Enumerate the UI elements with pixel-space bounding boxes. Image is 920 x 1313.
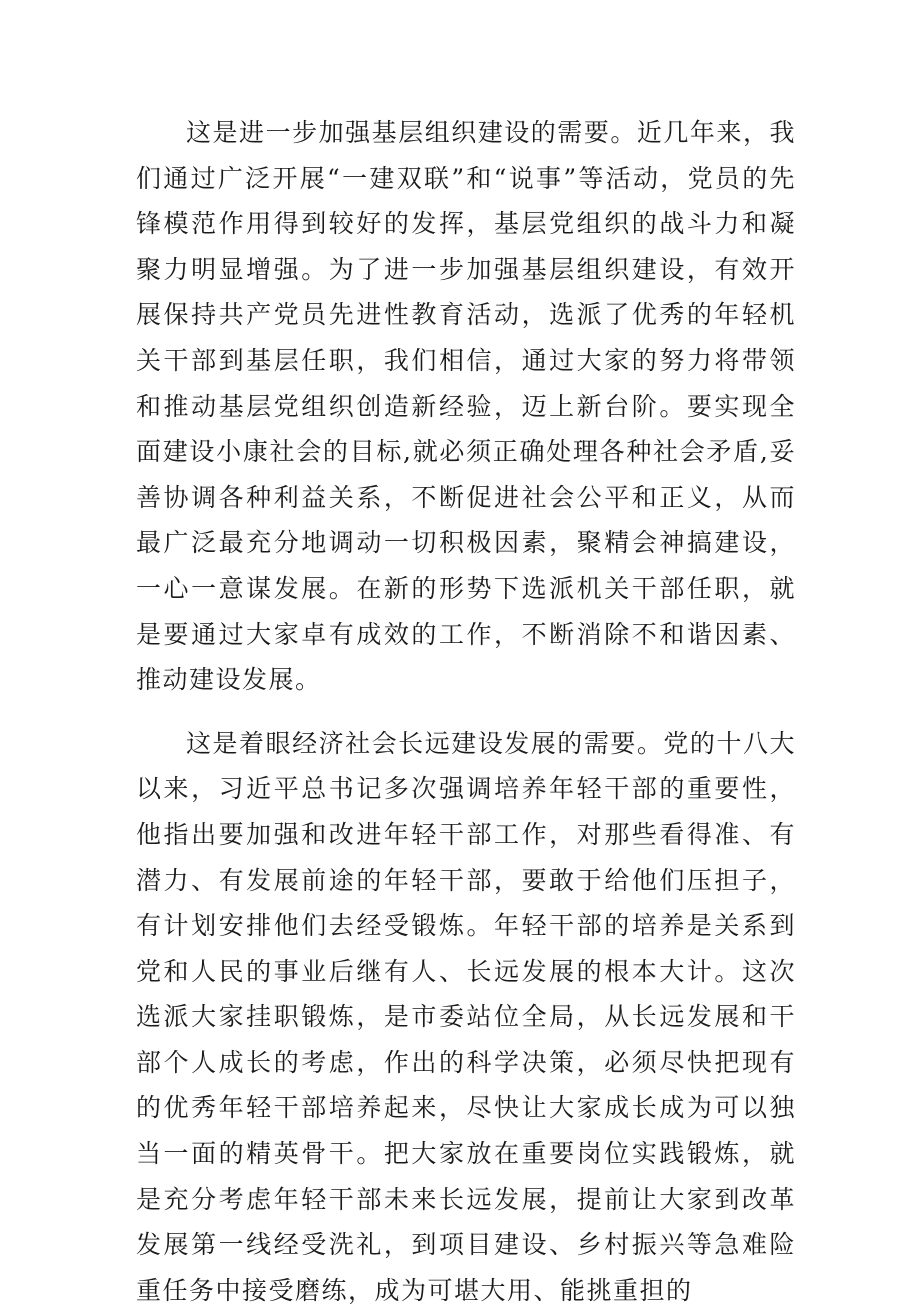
document-body: [136, 110, 796, 1313]
paragraph-1: 这是进一步加强基层组织建设的需要。近几年来，我们通过广泛开展“一建双联”和“说事”等活动，党员的先锋模范作用得到较好的发挥，基层党组织的战斗力和凝聚力明显增强。为了进一步加强基层组织建设，有效开展保持共产党员先进性教育活动，选派了优秀的年轻机关干部到基层任职，我们相信，通过大家的努力将带领和推动基层党组织创造新经验，迈上新台阶。要实现全面建设小康社会的目标,就必须正确处理各种社会矛盾,妥善协调各种利益关系，不断促进社会公平和正义，从而最广泛最充分地调动一切积极因素，聚精会神搞建设，一心一意谋发展。在新的形势下选派机关干部任职，就是要通过大家卓有成效的工作，不断消除不和谐因素、推动建设发展。: [136, 118, 796, 695]
paragraph-2: 这是着眼经济社会长远建设发展的需要。党的十八大以来，习近平总书记多次强调培养年轻干部的重要性，他指出要加强和改进年轻干部工作，对那些看得准、有潜力、有发展前途的年轻干部，要敢于给他们压担子，有计划安排他们去经受锻炼。年轻干部的培养是关系到党和人民的事业后继有人、长远发展的根本大计。这次选派大家挂职锻炼，是市委站位全局，从长远发展和干部个人成长的考虑，作出的科学决策，必须尽快把现有的优秀年轻干部培养起来，尽快让大家成长成为可以独当一面的精英骨干。把大家放在重要岗位实践锻炼，就是充分考虑年轻干部未来长远发展，提前让大家到改革发展第一线经受洗礼，到项目建设、乡村振兴等急难险重任务中接受磨练，成为可堪大用、能挑重担的: [136, 728, 796, 1305]
